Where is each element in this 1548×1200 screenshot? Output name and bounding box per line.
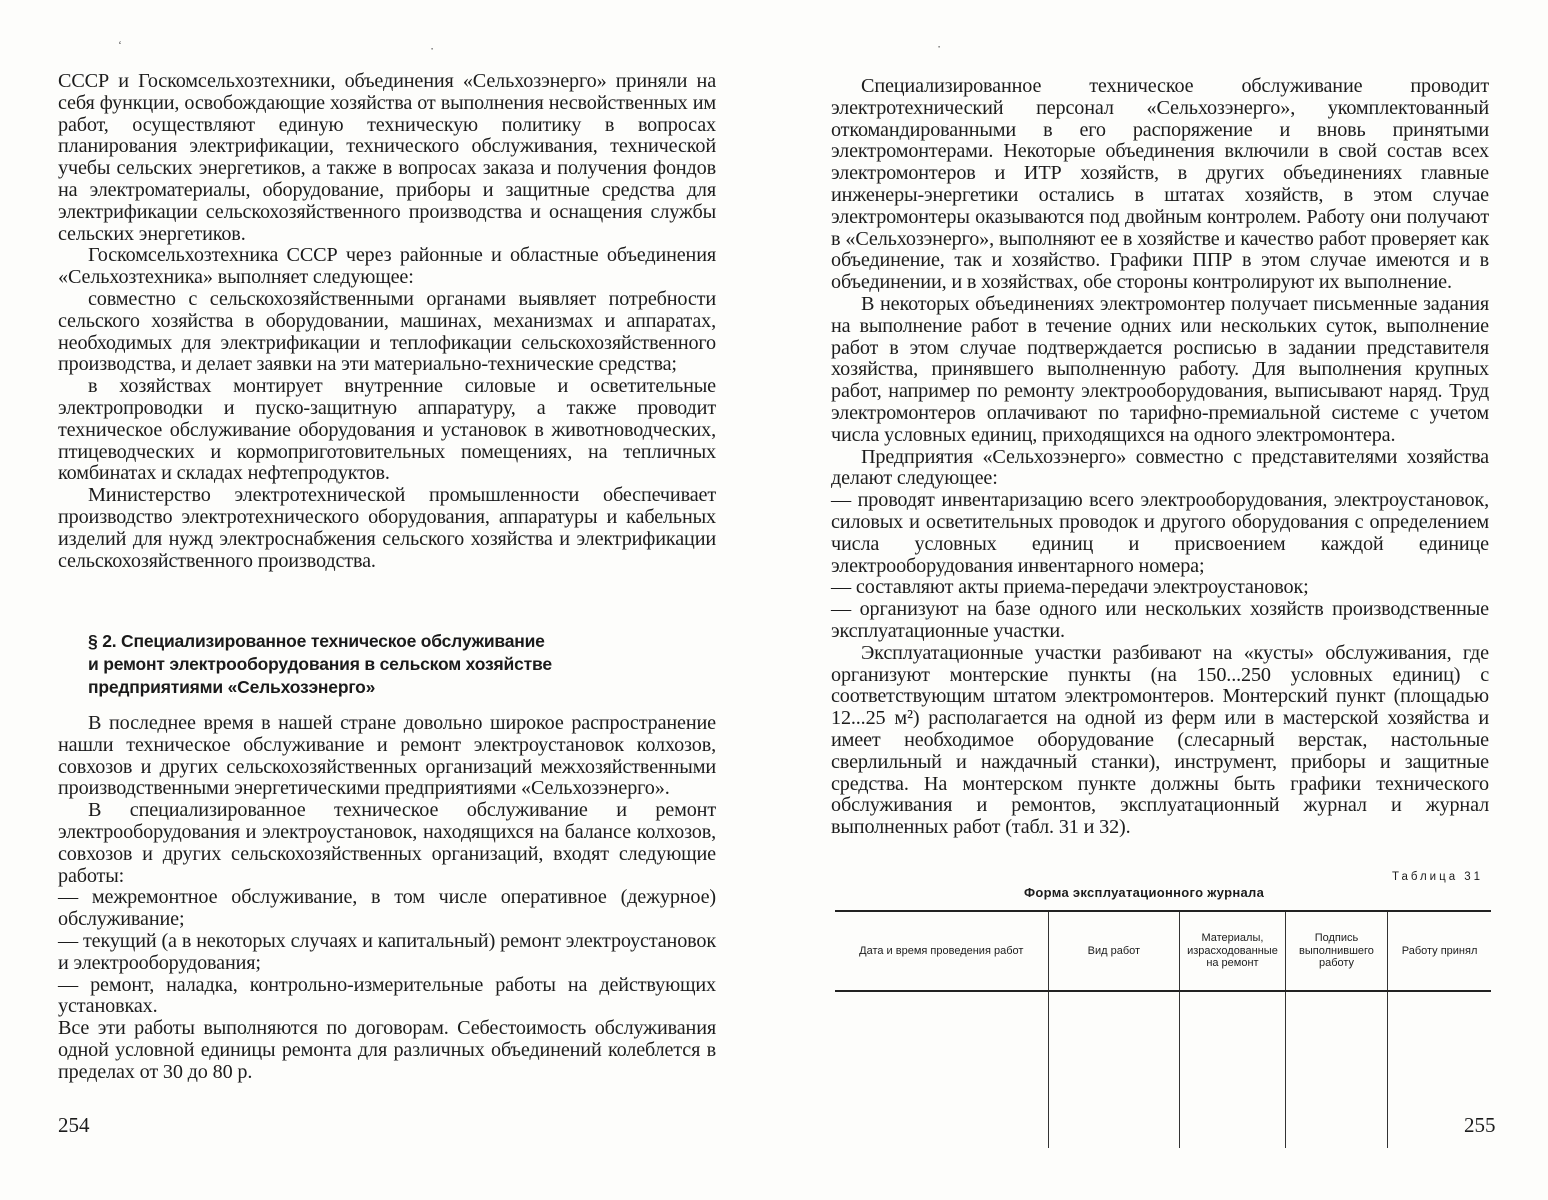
paragraph-recent: В последнее время в нашей стране довольно широкое распространение нашли техническое обслуживание и ремонт электроустановок колхозов, совхозов и других сельскохозяйственных организаций межхозяйственными производственными энергетическими предприятиями «Сельхозэнерго». (58, 712, 716, 800)
left-page-text-bottom (58, 713, 716, 1084)
section-heading-line: § 2. Специализированное техническое обслуживание (88, 631, 545, 651)
paragraph-tasks: В некоторых объединениях электромонтер получает письменные задания на выполнение работ в течение одних или нескольких суток, выполнение работ в этом случае подтверждается росписью в задании представителя хозяйства, принявшего выполненную работу. Для выполнения крупных работ, например по ремонту электрооборудования, выписывают наряд. Труд электромонтеров оплачивают по тарифно-премиальной системе с учетом числа условных единиц, приходящихся на одного электромонтера. (831, 292, 1489, 446)
table-header-cell: Работу принял (1388, 911, 1491, 991)
print-speck: ⋅ (937, 40, 942, 54)
list-item: совместно с сельскохозяйственными органами выявляет потребности сельского хозяйства в оборудовании, машинах, механизмах и аппаратах, необходимых для электрификации и теплофикации сельскохозяйственного производства, и делает заявки на эти материально-технические средства; (58, 287, 716, 376)
table-cell (1180, 991, 1286, 1148)
table-title: Форма эксплуатационного журнала (1024, 885, 1265, 900)
table-header-cell: Материалы, израсходованные на ремонт (1180, 911, 1286, 991)
section-heading-line: и ремонт электрооборудования в сельском хозяйстве (88, 654, 552, 674)
paragraph-cost: Все эти работы выполняются по договорам. Себестоимость обслуживания одной условной единицы ремонта для различных объединений колеблется в пределах от 30 до 80 р. (58, 1017, 716, 1083)
dash-item: — текущий (а в некоторых случаях и капитальный) ремонт электроустановок и электрооборудования; (58, 929, 716, 974)
table-number: Таблица 31 (1392, 871, 1484, 883)
table-header-cell: Вид работ (1048, 911, 1180, 991)
table-header-row (835, 911, 1491, 991)
section-heading-line: предприятиями «Сельхозэнерго» (88, 677, 376, 697)
table-cell (1285, 991, 1387, 1148)
dash-item: — составляют акты приема-передачи электроустановок; (831, 576, 1309, 599)
paragraph-sections: Эксплуатационные участки разбивают на «кусты» обслуживания, где организуют монтерские пункты (на 150...250 условных единиц) с соответствующим штатом электромонтеров. Монтерский пункт (площадью 12...25 м²) располагается на одной из ферм или в мастерской хозяйства и имеет необходимое оборудование (слесарный верстак, настольные сверлильный и наждачный станки), инструмент, приборы и защитные средства. На монтерском пункте должны быть графики технического обслуживания и ремонтов, эксплуатационный журнал и журнал выполненных работ (табл. 31 и 32). (831, 641, 1489, 839)
paragraph-goskomselkhoztekhnika: Госкомсельхозтехника СССР через районные и областные объединения «Сельхозтехника» выполняет следующее: (58, 244, 716, 289)
page-number-right: 255 (1464, 1113, 1496, 1137)
left-page-text-top (58, 71, 716, 572)
table-header-cell: Дата и время проведения работ (835, 911, 1048, 991)
paragraph-specialized: В специализированное техническое обслуживание и ремонт электрооборудования и электроустановок, находящихся на балансе колхозов, совхозов и других сельскохозяйственных организаций, входят следующие работы: (58, 799, 716, 887)
table-cell (1388, 991, 1491, 1148)
paragraph-ministry: Министерство электротехнической промышленности обеспечивает производство электротехнического оборудования, аппаратуры и кабельных изделий для нужд электроснабжения сельского хозяйства и электрификации сельскохозяйственного производства. (58, 484, 716, 572)
paragraph-staff: Специализированное техническое обслуживание проводит электротехнический персонал «Сельхозэнерго», укомплектованный откомандированными в его распоряжение и вновь принятыми электромонтерами. Некоторые объединения включили в свой состав всех электромонтеров и ИТР хозяйств, в других объединениях главные инженеры-энергетики остались в штатах хозяйств, в этом случае электромонтеры оказываются под двойным контролем. Работу они получают в «Сельхозэнерго», выполняют ее в хозяйстве и качество работ проверяет как объединение, так и хозяйство. Графики ППР в этом случае имеются и в объединении, и в хозяйствах, обе стороны контролируют их выполнение. (831, 75, 1489, 294)
paragraph-enterprises: Предприятия «Сельхозэнерго» совместно с представителями хозяйства делают следующее: (831, 445, 1489, 490)
table-row (835, 991, 1491, 1148)
print-speck: ‘ (118, 38, 122, 52)
table-header-cell: Подпись выполнившего работу (1285, 911, 1387, 991)
print-speck: ⋅ (430, 42, 435, 56)
list-item: в хозяйствах монтирует внутренние силовые и осветительные электропроводки и пуско-защитную аппаратуру, а также проводит техническое обслуживание оборудования и установок в животноводческих, птицеводческих и кормоприготовительных помещениях, на тепличных комбинатах и складах нефтепродуктов. (58, 375, 716, 485)
page-number-left: 254 (58, 1113, 90, 1137)
paragraph-intro: СССР и Госкомсельхозтехники, объединения «Сельхозэнерго» приняли на себя функции, освобождающие хозяйства от выполнения несвойственных им работ, осуществляют единую техническую политику в вопросах планирования электрификации, технического обслуживания, технической учебы сельских энергетиков, а также в вопросах заказа и получения фондов на электроматериалы, оборудование, приборы и защитные средства для электрификации сельскохозяйственного производства и оснащения службы сельских энергетиков. (58, 70, 716, 245)
dash-item: — ремонт, наладка, контрольно-измерительные работы на действующих установках. (58, 973, 716, 1018)
table-cell (835, 991, 1048, 1148)
section-heading (88, 630, 708, 699)
dash-item: — организуют на базе одного или нескольких хозяйств производственные эксплуатационные участки. (831, 598, 1489, 642)
dash-item: — межремонтное обслуживание, в том числе оперативное (дежурное) обслуживание; (58, 886, 716, 931)
right-page-text (831, 76, 1489, 839)
dash-item: — проводят инвентаризацию всего электрооборудования, электроустановок, силовых и осветительных проводок и другого оборудования с определением числа условных единиц и присвоением каждой единице электрооборудования инвентарного номера; (831, 489, 1489, 577)
operational-journal-table (835, 910, 1491, 1148)
table-cell (1048, 991, 1180, 1148)
